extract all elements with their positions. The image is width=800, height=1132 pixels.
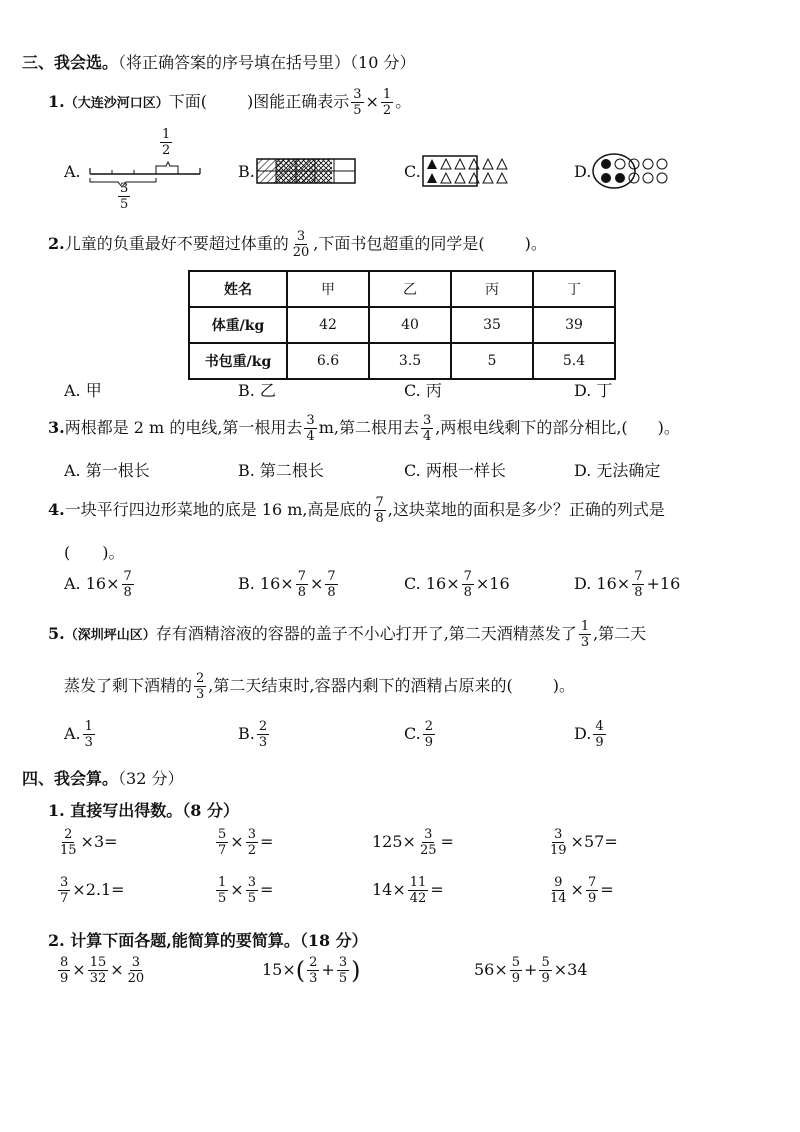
c1-i5-post: ×2.1= <box>72 880 125 899</box>
c1-i7-pre: 14× <box>372 880 406 899</box>
table-cell: 42 <box>287 307 369 343</box>
c1-i4-fraction <box>548 828 569 857</box>
q5-a-num: 1 <box>84 719 93 734</box>
q5-c-fraction <box>423 720 435 749</box>
q3-text-a: 两根都是 2 m 的电线,第一根用去 <box>64 418 303 437</box>
q4-c-num: 7 <box>463 569 472 584</box>
c1-i8-times: × <box>570 880 584 899</box>
c1-i3-post: = <box>440 832 454 851</box>
table-cell: 书包重/kg <box>189 343 287 379</box>
q4-fraction <box>374 496 386 525</box>
q5-line2-c: )。 <box>552 676 575 695</box>
c2-e1-n1: 8 <box>60 955 69 970</box>
q4-c-pre: C. 16× <box>404 574 460 593</box>
q4-f-den: 8 <box>375 511 384 526</box>
c2-e1-f3 <box>126 956 147 985</box>
calc-2-expr-3 <box>474 956 588 985</box>
q2-option-b: B. 乙 <box>238 381 276 400</box>
c1-i2-fraction-2 <box>246 828 258 857</box>
q2-fraction <box>291 230 312 259</box>
c1-i4-num: 3 <box>554 827 563 842</box>
calc-1-item-7 <box>372 876 444 905</box>
q5-fraction-1 <box>579 620 591 649</box>
table-row <box>189 343 615 379</box>
c1-i4-den: 19 <box>550 843 567 858</box>
question-5 <box>48 620 646 649</box>
q4-option-d <box>574 570 680 599</box>
q4-text-a: 一块平行四边形菜地的底是 16 m,高是底的 <box>64 500 372 519</box>
q5-d-pre: D. <box>574 724 592 743</box>
c2-e3-f1 <box>510 956 522 985</box>
q5-number: 5. <box>48 624 65 643</box>
table-cell: 39 <box>533 307 615 343</box>
q5-f2-den: 3 <box>196 687 205 702</box>
q4-b-fraction-2 <box>325 570 337 599</box>
c2-e3-plus: + <box>524 960 538 979</box>
c2-e2-plus: + <box>321 960 335 979</box>
c1-i3-pre: 125× <box>372 832 416 851</box>
c1-i6-num-1: 1 <box>218 875 227 890</box>
table-row <box>189 271 615 307</box>
q1-a-number-line <box>88 160 208 190</box>
table-cell: 40 <box>369 307 451 343</box>
c2-e3-f2 <box>539 956 551 985</box>
q2-option-a: A. 甲 <box>64 381 102 400</box>
q3-f1-den: 4 <box>306 429 315 444</box>
q1-option-b-label: B. <box>238 162 255 181</box>
q1-f2-num: 1 <box>382 87 392 102</box>
c1-i8-num-1: 9 <box>554 875 563 890</box>
calc-1-item-2 <box>214 828 273 857</box>
calc-1-item-6 <box>214 876 273 905</box>
c2-e2-f1 <box>307 956 319 985</box>
q3-text-c: ,两根电线剩下的部分相比,( <box>435 418 628 437</box>
q4-a-fraction <box>122 570 134 599</box>
q4-option-b <box>238 570 340 599</box>
q4-b-den-2: 8 <box>327 585 336 600</box>
q2-f-num: 3 <box>296 229 306 244</box>
q1-a-top-num: 1 <box>162 127 171 142</box>
c1-i1-fraction <box>58 828 79 857</box>
q5-line2-b: ,第二天结束时,容器内剩下的酒精占原来的( <box>208 676 513 695</box>
q2-number: 2. <box>48 234 65 253</box>
section-3-label: 三、我会选。 <box>22 53 119 72</box>
c1-i8-post: = <box>600 880 614 899</box>
c2-e2-pre: 15× <box>262 960 296 979</box>
q2-table <box>188 270 616 380</box>
q4-option-a <box>64 570 136 599</box>
q5-a-pre: A. <box>64 724 81 743</box>
c2-e1-x1: × <box>72 960 86 979</box>
q5-d-num: 4 <box>595 719 604 734</box>
question-5-line-2 <box>64 672 575 701</box>
q1-a-top-den: 2 <box>162 143 171 158</box>
c1-i3-num: 3 <box>424 827 433 842</box>
c1-i4-post: ×57= <box>570 832 618 851</box>
q4-a-den: 8 <box>123 585 132 600</box>
c1-i7-den: 42 <box>409 891 427 906</box>
table-cell: 3.5 <box>369 343 451 379</box>
q3-option-c: C. 两根一样长 <box>404 461 506 480</box>
table-header-cell: 乙 <box>369 271 451 307</box>
q5-b-fraction <box>257 720 269 749</box>
q5-f1-num: 1 <box>580 619 590 634</box>
q3-option-b: B. 第二根长 <box>238 461 324 480</box>
c2-e3-post: ×34 <box>553 960 588 979</box>
q5-option-b <box>238 720 271 749</box>
c1-i5-num: 3 <box>60 875 69 890</box>
q2-option-d: D. 丁 <box>574 381 613 400</box>
c1-i5-fraction <box>58 876 70 905</box>
c1-i2-times: × <box>230 832 244 851</box>
c1-i8-den-2: 9 <box>587 891 597 906</box>
q4-a-num: 7 <box>123 569 132 584</box>
q4-a-pre: A. 16× <box>64 574 120 593</box>
table-cell: 5.4 <box>533 343 615 379</box>
q3-option-d: D. 无法确定 <box>574 461 661 480</box>
table-header-cell: 姓名 <box>189 271 287 307</box>
c2-e1-f2 <box>88 956 109 985</box>
c1-i8-num-2: 7 <box>587 875 597 890</box>
q5-option-d <box>574 720 608 749</box>
q2-text-b: ,下面书包超重的同学是( <box>313 234 485 253</box>
question-4 <box>48 496 665 525</box>
q1-a-bottom-fraction <box>118 182 130 211</box>
c1-i6-num-2: 3 <box>247 875 256 890</box>
c1-i5-den: 7 <box>60 891 69 906</box>
c1-i3-fraction <box>418 828 439 857</box>
q1-a-bottom-den: 5 <box>120 197 129 212</box>
q3-fraction-1 <box>304 414 316 443</box>
q5-f1-den: 3 <box>580 635 590 650</box>
c1-i6-post: = <box>259 880 274 899</box>
q1-option-a-label: A. <box>64 162 81 181</box>
c1-i7-num: 11 <box>409 875 427 890</box>
q5-option-a <box>64 720 97 749</box>
table-cell: 35 <box>451 307 533 343</box>
q2-text-a: 儿童的负重最好不要超过体重的 <box>64 234 289 253</box>
c2-e1-d1: 9 <box>60 971 69 986</box>
c2-e1-d3: 20 <box>127 971 145 986</box>
c1-i6-den-2: 5 <box>247 891 256 906</box>
q4-b-times: × <box>309 574 324 593</box>
q1-times: × <box>365 92 379 111</box>
q1-f1-num: 3 <box>353 87 362 102</box>
calc-2-title: 2. 计算下面各题,能简算的要简算。（18 分） <box>48 931 368 950</box>
calc-1-title: 1. 直接写出得数。（8 分） <box>48 801 239 820</box>
q4-number: 4. <box>48 500 65 519</box>
q5-fraction-2 <box>194 672 206 701</box>
c1-i8-den-1: 14 <box>550 891 567 906</box>
q1-option-d-label: D. <box>574 162 592 181</box>
q1-text-b: )图能正确表示 <box>246 92 350 111</box>
question-1 <box>48 88 411 117</box>
q1-f2-den: 2 <box>382 103 392 118</box>
q1-fraction-2 <box>381 88 393 117</box>
q1-source: （大连沙河口区） <box>64 96 169 111</box>
c1-i6-fraction-1 <box>216 876 228 905</box>
q4-d-post: +16 <box>646 574 681 593</box>
q1-c-triangle-grid <box>422 155 512 187</box>
q1-fraction-1 <box>351 88 363 117</box>
c2-e2-lparen: ( <box>295 956 306 985</box>
q5-d-fraction <box>593 720 605 749</box>
c2-e2-n1: 2 <box>309 955 318 970</box>
q3-text-b: m,第二根用去 <box>318 418 419 437</box>
calc-1-item-3 <box>372 828 454 857</box>
q3-f2-num: 3 <box>422 413 432 428</box>
table-cell: 5 <box>451 343 533 379</box>
q3-text-d: )。 <box>657 418 680 437</box>
q1-number: 1. <box>48 92 65 111</box>
c1-i2-den-1: 7 <box>218 843 227 858</box>
q5-a-fraction <box>83 720 95 749</box>
table-header-cell: 丁 <box>533 271 615 307</box>
c2-e2-rparen: ) <box>351 956 361 985</box>
c2-e3-n2: 5 <box>541 955 550 970</box>
q1-f1-den: 5 <box>353 103 362 118</box>
c1-i1-den: 15 <box>60 843 77 858</box>
section-4-label: 四、我会算。 <box>22 769 119 788</box>
q1-text-a: 下面( <box>168 92 207 111</box>
q5-b-num: 2 <box>258 719 268 734</box>
c1-i8-fraction-2 <box>586 876 598 905</box>
q4-d-den: 8 <box>634 585 643 600</box>
calc-1-item-8 <box>546 876 614 905</box>
calc-1-item-4 <box>546 828 618 857</box>
q4-c-post: ×16 <box>475 574 510 593</box>
question-2 <box>48 230 547 259</box>
q4-c-fraction <box>462 570 474 599</box>
section-3-note: （将正确答案的序号填在括号里）（10 分） <box>118 53 416 72</box>
q1-d-circle-group <box>592 152 672 190</box>
c1-i2-num-2: 3 <box>247 827 256 842</box>
c1-i8-fraction-1 <box>548 876 569 905</box>
c1-i2-num-1: 5 <box>218 827 227 842</box>
q1-b-hatched-bar <box>256 158 356 184</box>
q4-b-pre: B. 16× <box>238 574 294 593</box>
section-4-title <box>22 766 183 789</box>
q5-text-b: ,第二天 <box>593 624 647 643</box>
section-4-note: （32 分） <box>118 769 184 788</box>
c1-i2-post: = <box>259 832 274 851</box>
q4-d-pre: D. 16× <box>574 574 631 593</box>
c2-e3-d2: 9 <box>541 971 550 986</box>
q5-b-pre: B. <box>238 724 255 743</box>
c2-e1-f1 <box>58 956 70 985</box>
q4-answer-bracket: ( )。 <box>64 543 125 562</box>
c2-e2-n2: 3 <box>338 955 348 970</box>
q3-f1-num: 3 <box>306 413 315 428</box>
table-cell: 体重/kg <box>189 307 287 343</box>
q1-end: 。 <box>395 92 412 111</box>
q2-f-den: 20 <box>292 245 310 260</box>
calc-2-expr-2 <box>262 956 360 985</box>
c2-e2-d2: 5 <box>338 971 348 986</box>
q3-fraction-2 <box>421 414 433 443</box>
c2-e2-d1: 3 <box>309 971 318 986</box>
q5-line2-a: 蒸发了剩下酒精的 <box>64 676 193 695</box>
c1-i1-post: ×3= <box>80 832 118 851</box>
c1-i6-times: × <box>230 880 244 899</box>
calc-2-expr-1 <box>56 956 148 985</box>
q5-option-c <box>404 720 437 749</box>
c2-e1-n2: 15 <box>89 955 107 970</box>
c1-i7-post: = <box>430 880 444 899</box>
c2-e3-d1: 9 <box>511 971 521 986</box>
c1-i2-fraction-1 <box>216 828 228 857</box>
table-header-cell: 甲 <box>287 271 369 307</box>
section-3-title <box>22 50 415 73</box>
q2-text-c: )。 <box>524 234 547 253</box>
q3-number: 3. <box>48 418 65 437</box>
q4-f-num: 7 <box>375 495 384 510</box>
q4-b-num-2: 7 <box>327 569 336 584</box>
q4-b-num-1: 7 <box>297 569 306 584</box>
q2-option-c: C. 丙 <box>404 381 442 400</box>
c2-e2-f2 <box>337 956 349 985</box>
q4-text-b: ,这块菜地的面积是多少？正确的列式是 <box>387 500 665 519</box>
c1-i2-den-2: 2 <box>247 843 256 858</box>
q1-option-c-label: C. <box>404 162 421 181</box>
c1-i6-fraction-2 <box>246 876 258 905</box>
q4-option-c <box>404 570 510 599</box>
c1-i1-num: 2 <box>64 827 73 842</box>
q4-d-fraction <box>632 570 644 599</box>
c2-e1-d2: 32 <box>89 971 107 986</box>
c1-i7-fraction <box>408 876 429 905</box>
calc-1-item-1 <box>56 828 118 857</box>
c2-e3-pre: 56× <box>474 960 508 979</box>
c1-i6-den-1: 5 <box>218 891 227 906</box>
c2-e3-n1: 5 <box>511 955 521 970</box>
q5-b-den: 3 <box>258 735 268 750</box>
table-cell: 6.6 <box>287 343 369 379</box>
q4-b-den-1: 8 <box>297 585 306 600</box>
q4-b-fraction-1 <box>296 570 308 599</box>
q3-f2-den: 4 <box>422 429 432 444</box>
c2-e1-n3: 3 <box>131 955 141 970</box>
q1-a-top-fraction <box>160 128 172 157</box>
question-3 <box>48 414 680 443</box>
q5-c-pre: C. <box>404 724 421 743</box>
table-header-cell: 丙 <box>451 271 533 307</box>
q3-option-a: A. 第一根长 <box>64 461 150 480</box>
q5-c-num: 2 <box>424 719 434 734</box>
q1-a-bottom-num: 3 <box>120 181 129 196</box>
q5-d-den: 9 <box>595 735 604 750</box>
q5-text-a: 存有酒精溶液的容器的盖子不小心打开了,第二天酒精蒸发了 <box>155 624 577 643</box>
q5-source: （深圳坪山区） <box>64 628 156 643</box>
q5-a-den: 3 <box>84 735 93 750</box>
q4-c-den: 8 <box>463 585 472 600</box>
table-row <box>189 307 615 343</box>
q4-d-num: 7 <box>634 569 643 584</box>
c2-e1-x2: × <box>110 960 124 979</box>
c1-i3-den: 25 <box>419 843 437 858</box>
calc-1-item-5 <box>56 876 125 905</box>
q5-c-den: 9 <box>424 735 434 750</box>
q5-f2-num: 2 <box>196 671 205 686</box>
